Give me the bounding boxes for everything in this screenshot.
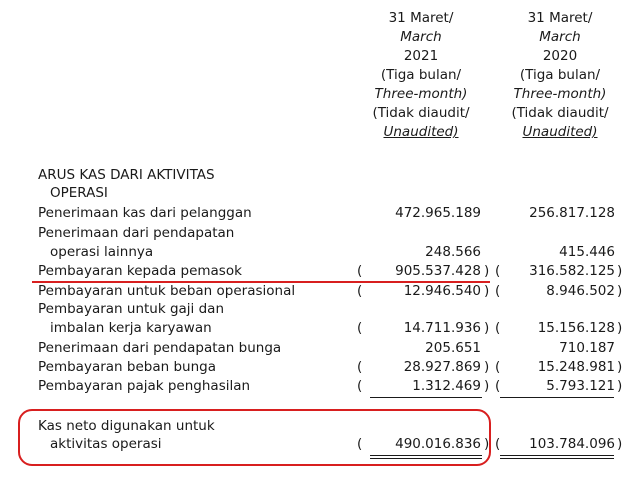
close-paren: ) bbox=[617, 378, 623, 394]
value-2021: 248.566 bbox=[425, 244, 481, 260]
header-audit: (Tidak diaudit/ bbox=[511, 105, 609, 121]
total-underline bbox=[500, 455, 614, 456]
value-2021: 14.711.936 bbox=[403, 320, 481, 336]
total-value-2020: 103.784.096 bbox=[529, 436, 615, 452]
close-paren: ) bbox=[484, 320, 490, 336]
value-2020: 316.582.125 bbox=[529, 263, 615, 279]
close-paren: ) bbox=[484, 359, 490, 375]
open-paren: ( bbox=[495, 320, 501, 336]
highlight-box bbox=[18, 409, 491, 466]
close-paren: ) bbox=[617, 436, 623, 452]
row-label: Pembayaran pajak penghasilan bbox=[38, 378, 251, 394]
value-2021: 472.965.189 bbox=[395, 205, 481, 221]
row-label-cont: operasi lainnya bbox=[50, 244, 154, 260]
row-label: Penerimaan dari pendapatan bbox=[38, 225, 235, 241]
value-2021: 205.651 bbox=[425, 340, 481, 356]
header-period: (Tiga bulan/ bbox=[519, 67, 601, 83]
header-date-en: March bbox=[400, 29, 442, 45]
value-2021: 905.537.428 bbox=[395, 263, 481, 279]
value-2020: 256.817.128 bbox=[529, 205, 615, 221]
open-paren: ( bbox=[495, 378, 501, 394]
row-label: Pembayaran beban bunga bbox=[38, 359, 216, 375]
open-paren: ( bbox=[357, 283, 363, 299]
close-paren: ) bbox=[484, 283, 490, 299]
row-label: Pembayaran kepada pemasok bbox=[38, 263, 242, 279]
column-header-2021 bbox=[361, 9, 481, 142]
open-paren: ( bbox=[495, 436, 501, 452]
close-paren: ) bbox=[484, 436, 490, 452]
close-paren: ) bbox=[617, 320, 623, 336]
section-title: ARUS KAS DARI AKTIVITAS bbox=[38, 167, 215, 183]
column-header-2020 bbox=[500, 9, 620, 142]
header-period-en: Three-month) bbox=[374, 86, 468, 102]
header-audit-en: Unaudited) bbox=[383, 124, 459, 140]
value-2020: 15.248.981 bbox=[537, 359, 615, 375]
open-paren: ( bbox=[357, 436, 363, 452]
highlight-underline bbox=[32, 281, 490, 283]
value-2020: 5.793.121 bbox=[546, 378, 615, 394]
total-value-2021: 490.016.836 bbox=[395, 436, 481, 452]
value-2021: 12.946.540 bbox=[403, 283, 481, 299]
open-paren: ( bbox=[357, 320, 363, 336]
section-title-cont: OPERASI bbox=[50, 185, 108, 201]
header-period-en: Three-month) bbox=[513, 86, 607, 102]
open-paren: ( bbox=[495, 359, 501, 375]
close-paren: ) bbox=[617, 263, 623, 279]
header-audit-en: Unaudited) bbox=[522, 124, 598, 140]
subtotal-underline bbox=[370, 397, 482, 398]
total-label: Kas neto digunakan untuk bbox=[38, 418, 215, 434]
row-label-cont: imbalan kerja karyawan bbox=[50, 320, 212, 336]
value-2020: 8.946.502 bbox=[546, 283, 615, 299]
header-year: 2021 bbox=[403, 48, 439, 64]
total-label-cont: aktivitas operasi bbox=[50, 436, 162, 452]
open-paren: ( bbox=[495, 263, 501, 279]
close-paren: ) bbox=[617, 359, 623, 375]
row-label: Penerimaan dari pendapatan bunga bbox=[38, 340, 282, 356]
header-audit: (Tidak diaudit/ bbox=[372, 105, 470, 121]
close-paren: ) bbox=[484, 378, 490, 394]
subtotal-underline bbox=[500, 397, 614, 398]
header-period: (Tiga bulan/ bbox=[380, 67, 462, 83]
header-year: 2020 bbox=[542, 48, 578, 64]
total-underline bbox=[500, 458, 614, 459]
close-paren: ) bbox=[617, 283, 623, 299]
value-2020: 15.156.128 bbox=[537, 320, 615, 336]
close-paren: ) bbox=[484, 263, 490, 279]
open-paren: ( bbox=[495, 283, 501, 299]
open-paren: ( bbox=[357, 263, 363, 279]
row-label: Pembayaran untuk beban operasional bbox=[38, 283, 296, 299]
value-2021: 28.927.869 bbox=[403, 359, 481, 375]
row-label: Pembayaran untuk gaji dan bbox=[38, 301, 224, 317]
value-2020: 710.187 bbox=[559, 340, 615, 356]
header-date: 31 Maret/ bbox=[527, 10, 593, 26]
value-2021: 1.312.469 bbox=[412, 378, 481, 394]
header-date-en: March bbox=[539, 29, 581, 45]
open-paren: ( bbox=[357, 378, 363, 394]
value-2020: 415.446 bbox=[559, 244, 615, 260]
header-date: 31 Maret/ bbox=[388, 10, 454, 26]
open-paren: ( bbox=[357, 359, 363, 375]
row-label: Penerimaan kas dari pelanggan bbox=[38, 205, 252, 221]
